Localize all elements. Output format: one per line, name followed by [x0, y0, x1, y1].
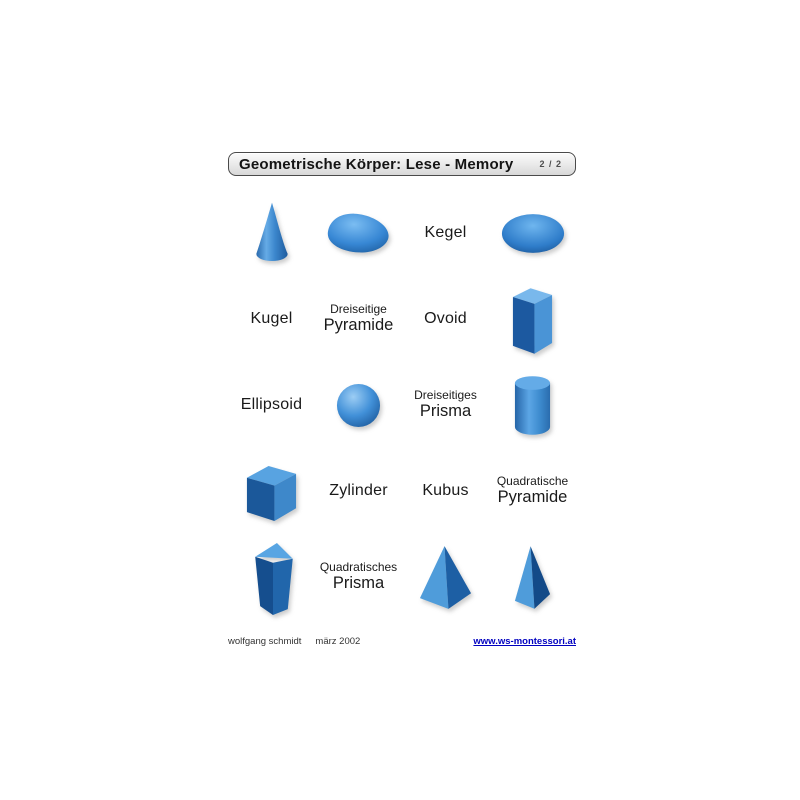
cone-image [253, 201, 291, 265]
memory-cell [489, 534, 576, 620]
shape-name-label-line1: Dreiseitige [330, 301, 387, 316]
shape-name-label: Kubus [422, 482, 469, 499]
memory-cell [402, 362, 489, 448]
memory-cell [228, 190, 315, 276]
website-link[interactable]: www.ws-montessori.at [473, 636, 576, 647]
shape-name-label: Kegel [424, 224, 467, 241]
square-prism-image [510, 285, 555, 354]
worksheet [228, 152, 576, 647]
shape-name-label-line2: Pyramide [497, 488, 568, 507]
cube-image [244, 461, 299, 522]
memory-grid [228, 190, 576, 620]
date-credit: märz 2002 [315, 636, 361, 647]
page-title: Geometrische Körper: Lese - Memory [239, 155, 514, 173]
shape-name-label-line2: Prisma [332, 574, 385, 593]
shape-name-label: Ovoid [424, 310, 467, 327]
memory-cell [315, 448, 402, 534]
sphere-image [335, 382, 382, 429]
memory-cell [315, 534, 402, 620]
shape-name-label-line1: Quadratische [496, 473, 569, 488]
title-bar [228, 152, 576, 176]
triangular-pyramid-image [512, 544, 553, 611]
memory-cell [489, 362, 576, 448]
memory-cell [228, 448, 315, 534]
memory-cell [315, 190, 402, 276]
footer [228, 636, 576, 647]
memory-cell [228, 362, 315, 448]
author-credit: wolfgang schmidt [228, 636, 302, 647]
shape-name-label-line1: Dreiseitiges [414, 387, 477, 402]
shape-name-label: Kugel [250, 310, 293, 327]
square-pyramid-image [418, 544, 473, 611]
ellipsoid-image [500, 212, 566, 255]
memory-cell [315, 276, 402, 362]
triangular-prism-image [248, 540, 296, 615]
ovoid-image [326, 209, 392, 257]
memory-cell [228, 534, 315, 620]
shape-name-label-line1: Quadratisches [319, 559, 398, 574]
memory-cell [489, 190, 576, 276]
memory-cell [402, 276, 489, 362]
shape-name-label: Zylinder [329, 482, 388, 499]
shape-name-label-line2: Prisma [419, 402, 472, 421]
memory-cell [489, 276, 576, 362]
memory-cell [228, 276, 315, 362]
memory-cell [402, 534, 489, 620]
page-indicator: 2 / 2 [539, 159, 562, 169]
shape-name-label-line2: Pyramide [323, 316, 394, 335]
shape-name-label: Ellipsoid [240, 396, 303, 413]
memory-cell [315, 362, 402, 448]
memory-cell [402, 448, 489, 534]
memory-cell [489, 448, 576, 534]
memory-cell [402, 190, 489, 276]
cylinder-image [513, 374, 552, 437]
